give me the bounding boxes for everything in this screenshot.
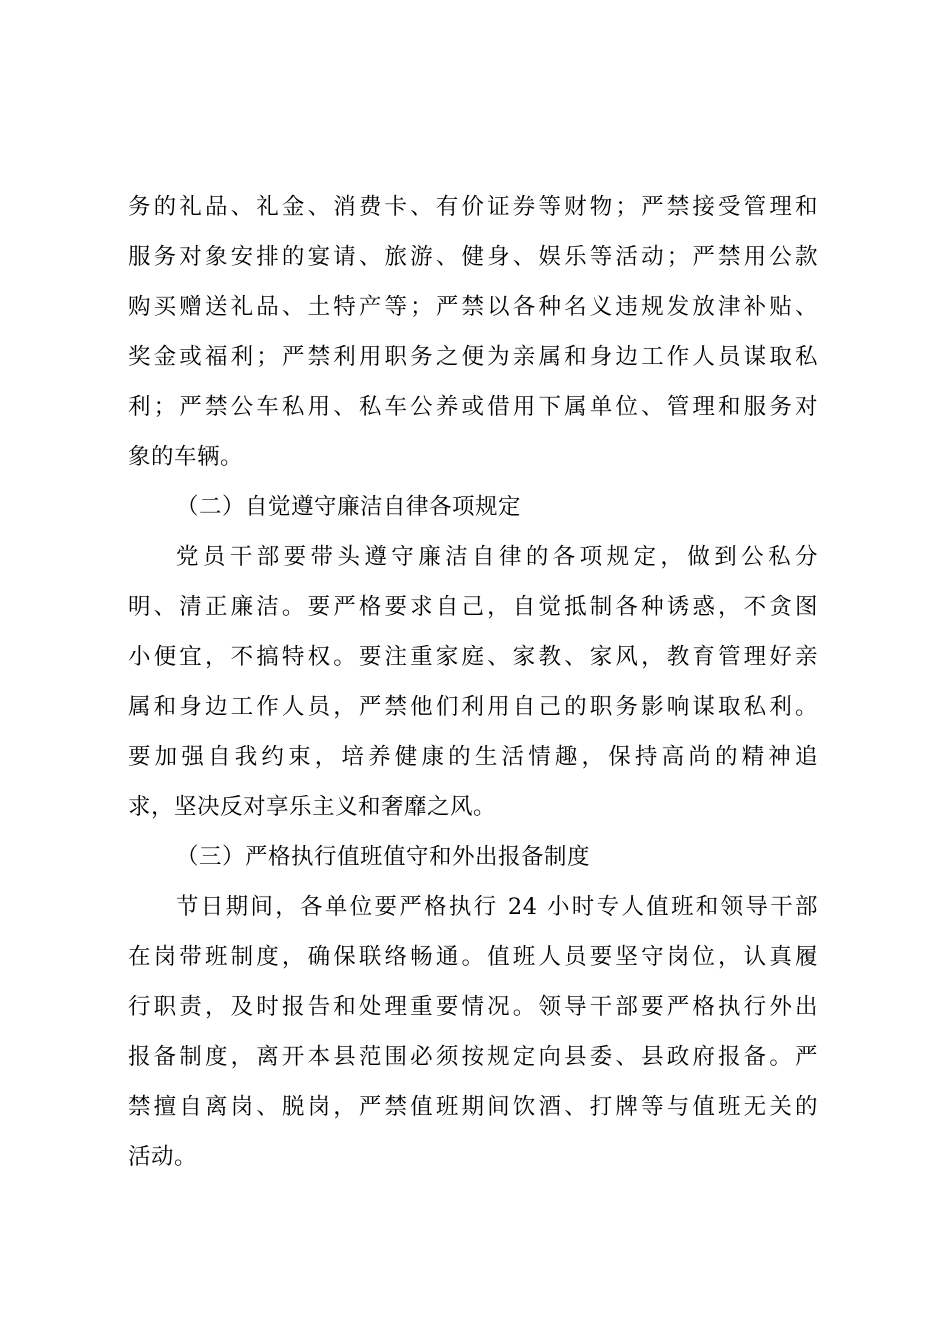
- paragraph-line: 象的车辆。: [128, 444, 244, 470]
- paragraph-line: 在岗带班制度，确保联络畅通。值班人员要坚守岗位，认真履: [128, 944, 818, 970]
- paragraph-line: 要加强自我约束，培养健康的生活情趣，保持高尚的精神追: [128, 744, 818, 770]
- paragraph-line: 行职责，及时报告和处理重要情况。领导干部要严格执行外出: [128, 994, 818, 1020]
- paragraph-line: 务的礼品、礼金、消费卡、有价证券等财物；严禁接受管理和: [128, 194, 818, 220]
- paragraph-line: 活动。: [128, 1144, 198, 1170]
- paragraph-line: 购买赠送礼品、土特产等；严禁以各种名义违规发放津补贴、: [128, 294, 818, 320]
- paragraph-line: 服务对象安排的宴请、旅游、健身、娱乐等活动；严禁用公款: [128, 244, 818, 270]
- paragraph-line: 报备制度，离开本县范围必须按规定向县委、县政府报备。严: [128, 1044, 818, 1070]
- paragraph-line: 节日期间，各单位要严格执行 24 小时专人值班和领导干部: [176, 894, 818, 920]
- paragraph-line: 属和身边工作人员，严禁他们利用自己的职务影响谋取私利。: [128, 694, 818, 720]
- paragraph-line: 利；严禁公车私用、私车公养或借用下属单位、管理和服务对: [128, 394, 818, 420]
- paragraph-line: 党员干部要带头遵守廉洁自律的各项规定，做到公私分: [176, 544, 818, 570]
- paragraph-line: 小便宜，不搞特权。要注重家庭、家教、家风，教育管理好亲: [128, 644, 818, 670]
- section-heading: （三）严格执行值班值守和外出报备制度: [176, 844, 591, 870]
- paragraph-line: 奖金或福利；严禁利用职务之便为亲属和身边工作人员谋取私: [128, 344, 818, 370]
- paragraph-line: 明、清正廉洁。要严格要求自己，自觉抵制各种诱惑，不贪图: [128, 594, 818, 620]
- paragraph-line: 禁擅自离岗、脱岗，严禁值班期间饮酒、打牌等与值班无关的: [128, 1094, 818, 1120]
- paragraph-line: 求，坚决反对享乐主义和奢靡之风。: [128, 794, 497, 820]
- section-heading: （二）自觉遵守廉洁自律各项规定: [176, 494, 522, 520]
